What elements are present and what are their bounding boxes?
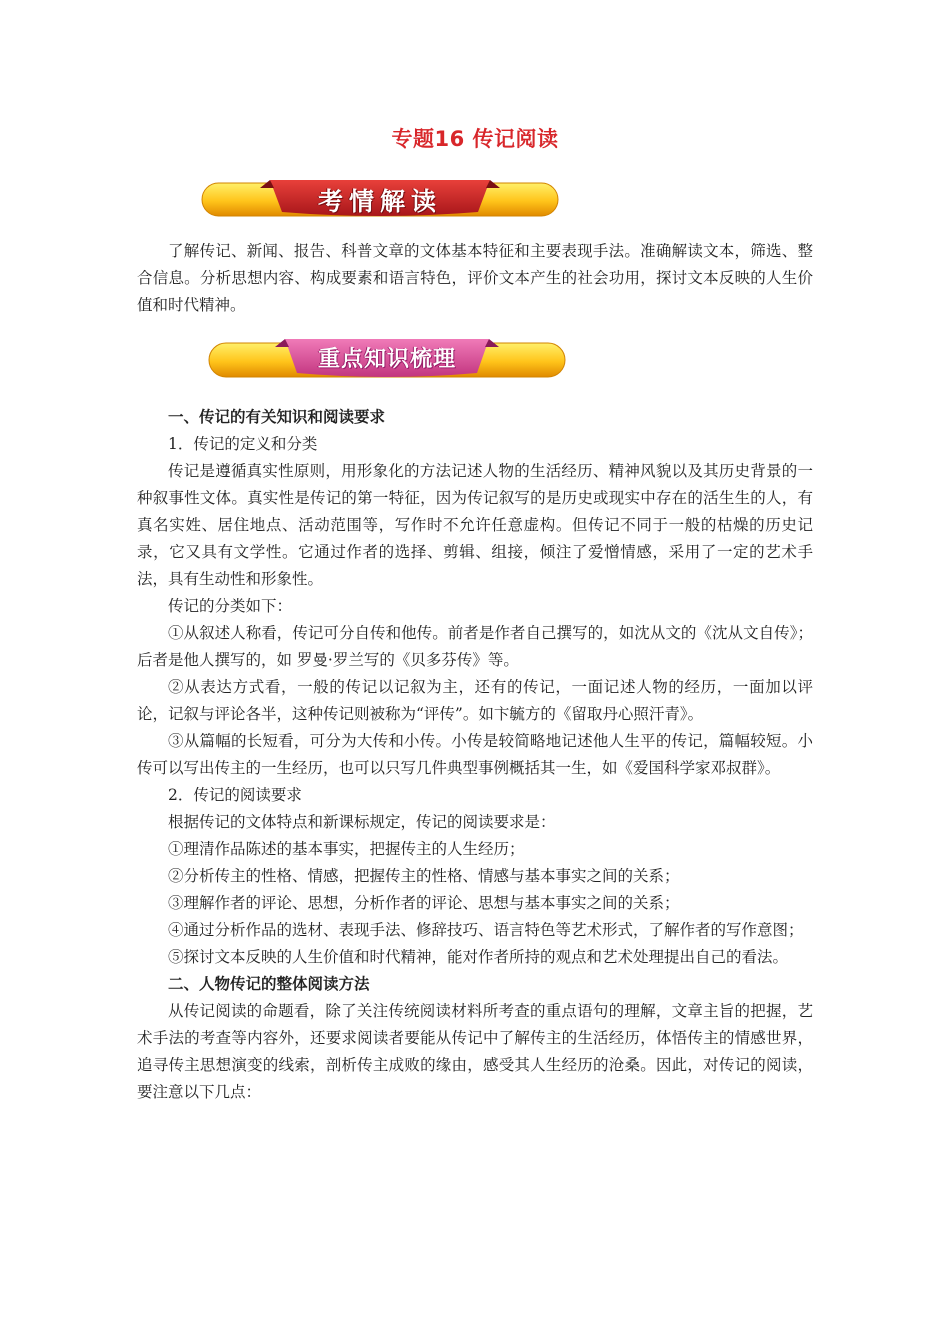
paragraph: 从传记阅读的命题看，除了关注传统阅读材料所考查的重点语句的理解，文章主旨的把握，艺术手法的考查等内容外，还要求阅读者要能从传记中了解传主的生活经历，体悟传主的情感世界，追寻传主思想演变的线索，剖析传主成败的缘由，感受其人生经历的沧桑。因此，对传记的阅读，要注意以下几点： (137, 1002, 813, 1101)
list-item: ④通过分析作品的选材、表现手法、修辞技巧、语言特色等艺术形式，了解作者的写作意图； (168, 921, 804, 939)
exam-analysis-banner (200, 178, 560, 220)
subsection-heading: 1．传记的定义和分类 (168, 435, 318, 453)
list-item: ②分析传主的性格、情感，把握传主的性格、情感与基本事实之间的关系； (168, 867, 680, 885)
key-knowledge-banner (207, 337, 567, 381)
section-heading: 一、传记的有关知识和阅读要求 (168, 408, 386, 426)
banner-title: 重点知识梳理 (317, 347, 456, 372)
list-item: ③从篇幅的长短看，可分为大传和小传。小传是较简略地记述他人生平的传记，篇幅较短。小传可以写出传主的一生经历，也可以只写几件典型事例概括其一生，如《爱国科学家邓叔群》。 (137, 732, 813, 777)
list-item: ①从叙述人称看，传记可分自传和他传。前者是作者自己撰写的，如沈从文的《沈从文自传》；后者是他人撰写的，如 罗曼·罗兰写的《贝多芬传》等。 (137, 624, 813, 669)
list-item: ①理清作品陈述的基本事实，把握传主的人生经历； (168, 840, 525, 858)
paragraph: 根据传记的文体特点和新课标规定，传记的阅读要求是： (168, 813, 556, 831)
paragraph: 传记的分类如下： (168, 597, 293, 615)
main-content (137, 404, 813, 1106)
subsection-heading: 2．传记的阅读要求 (168, 786, 302, 804)
list-item: ②从表达方式看，一般的传记以记叙为主，还有的传记，一面记述人物的经历，一面加以评论，记叙与评论各半，这种传记则被称为“评传”。如卞毓方的《留取丹心照汗青》。 (137, 678, 813, 723)
intro-paragraph: 了解传记、新闻、报告、科普文章的文体基本特征和主要表现手法。准确解读文本，筛选、整合信息。分析思想内容、构成要素和语言特色，评价文本产生的社会功用，探讨文本反映的人生价值和时代精神。 (137, 242, 813, 314)
intro-section (137, 238, 813, 319)
section-heading: 二、人物传记的整体阅读方法 (168, 975, 370, 993)
page-title: 专题16 传记阅读 (391, 127, 559, 151)
paragraph: 传记是遵循真实性原则，用形象化的方法记述人物的生活经历、精神风貌以及其历史背景的一种叙事性文体。真实性是传记的第一特征，因为传记叙写的是历史或现实中存在的活生生的人，有真名实姓、居住地点、活动范围等，写作时不允许任意虚构。但传记不同于一般的枯燥的历史记录，它又具有文学性。它通过作者的选择、剪辑、组接，倾注了爱憎情感，采用了一定的艺术手法，具有生动性和形象性。 (137, 462, 813, 588)
list-item: ③理解作者的评论、思想，分析作者的评论、思想与基本事实之间的关系； (168, 894, 680, 912)
list-item: ⑤探讨文本反映的人生价值和时代精神，能对作者所持的观点和艺术处理提出自己的看法。 (168, 948, 789, 966)
banner-title: 考情解读 (317, 187, 442, 216)
